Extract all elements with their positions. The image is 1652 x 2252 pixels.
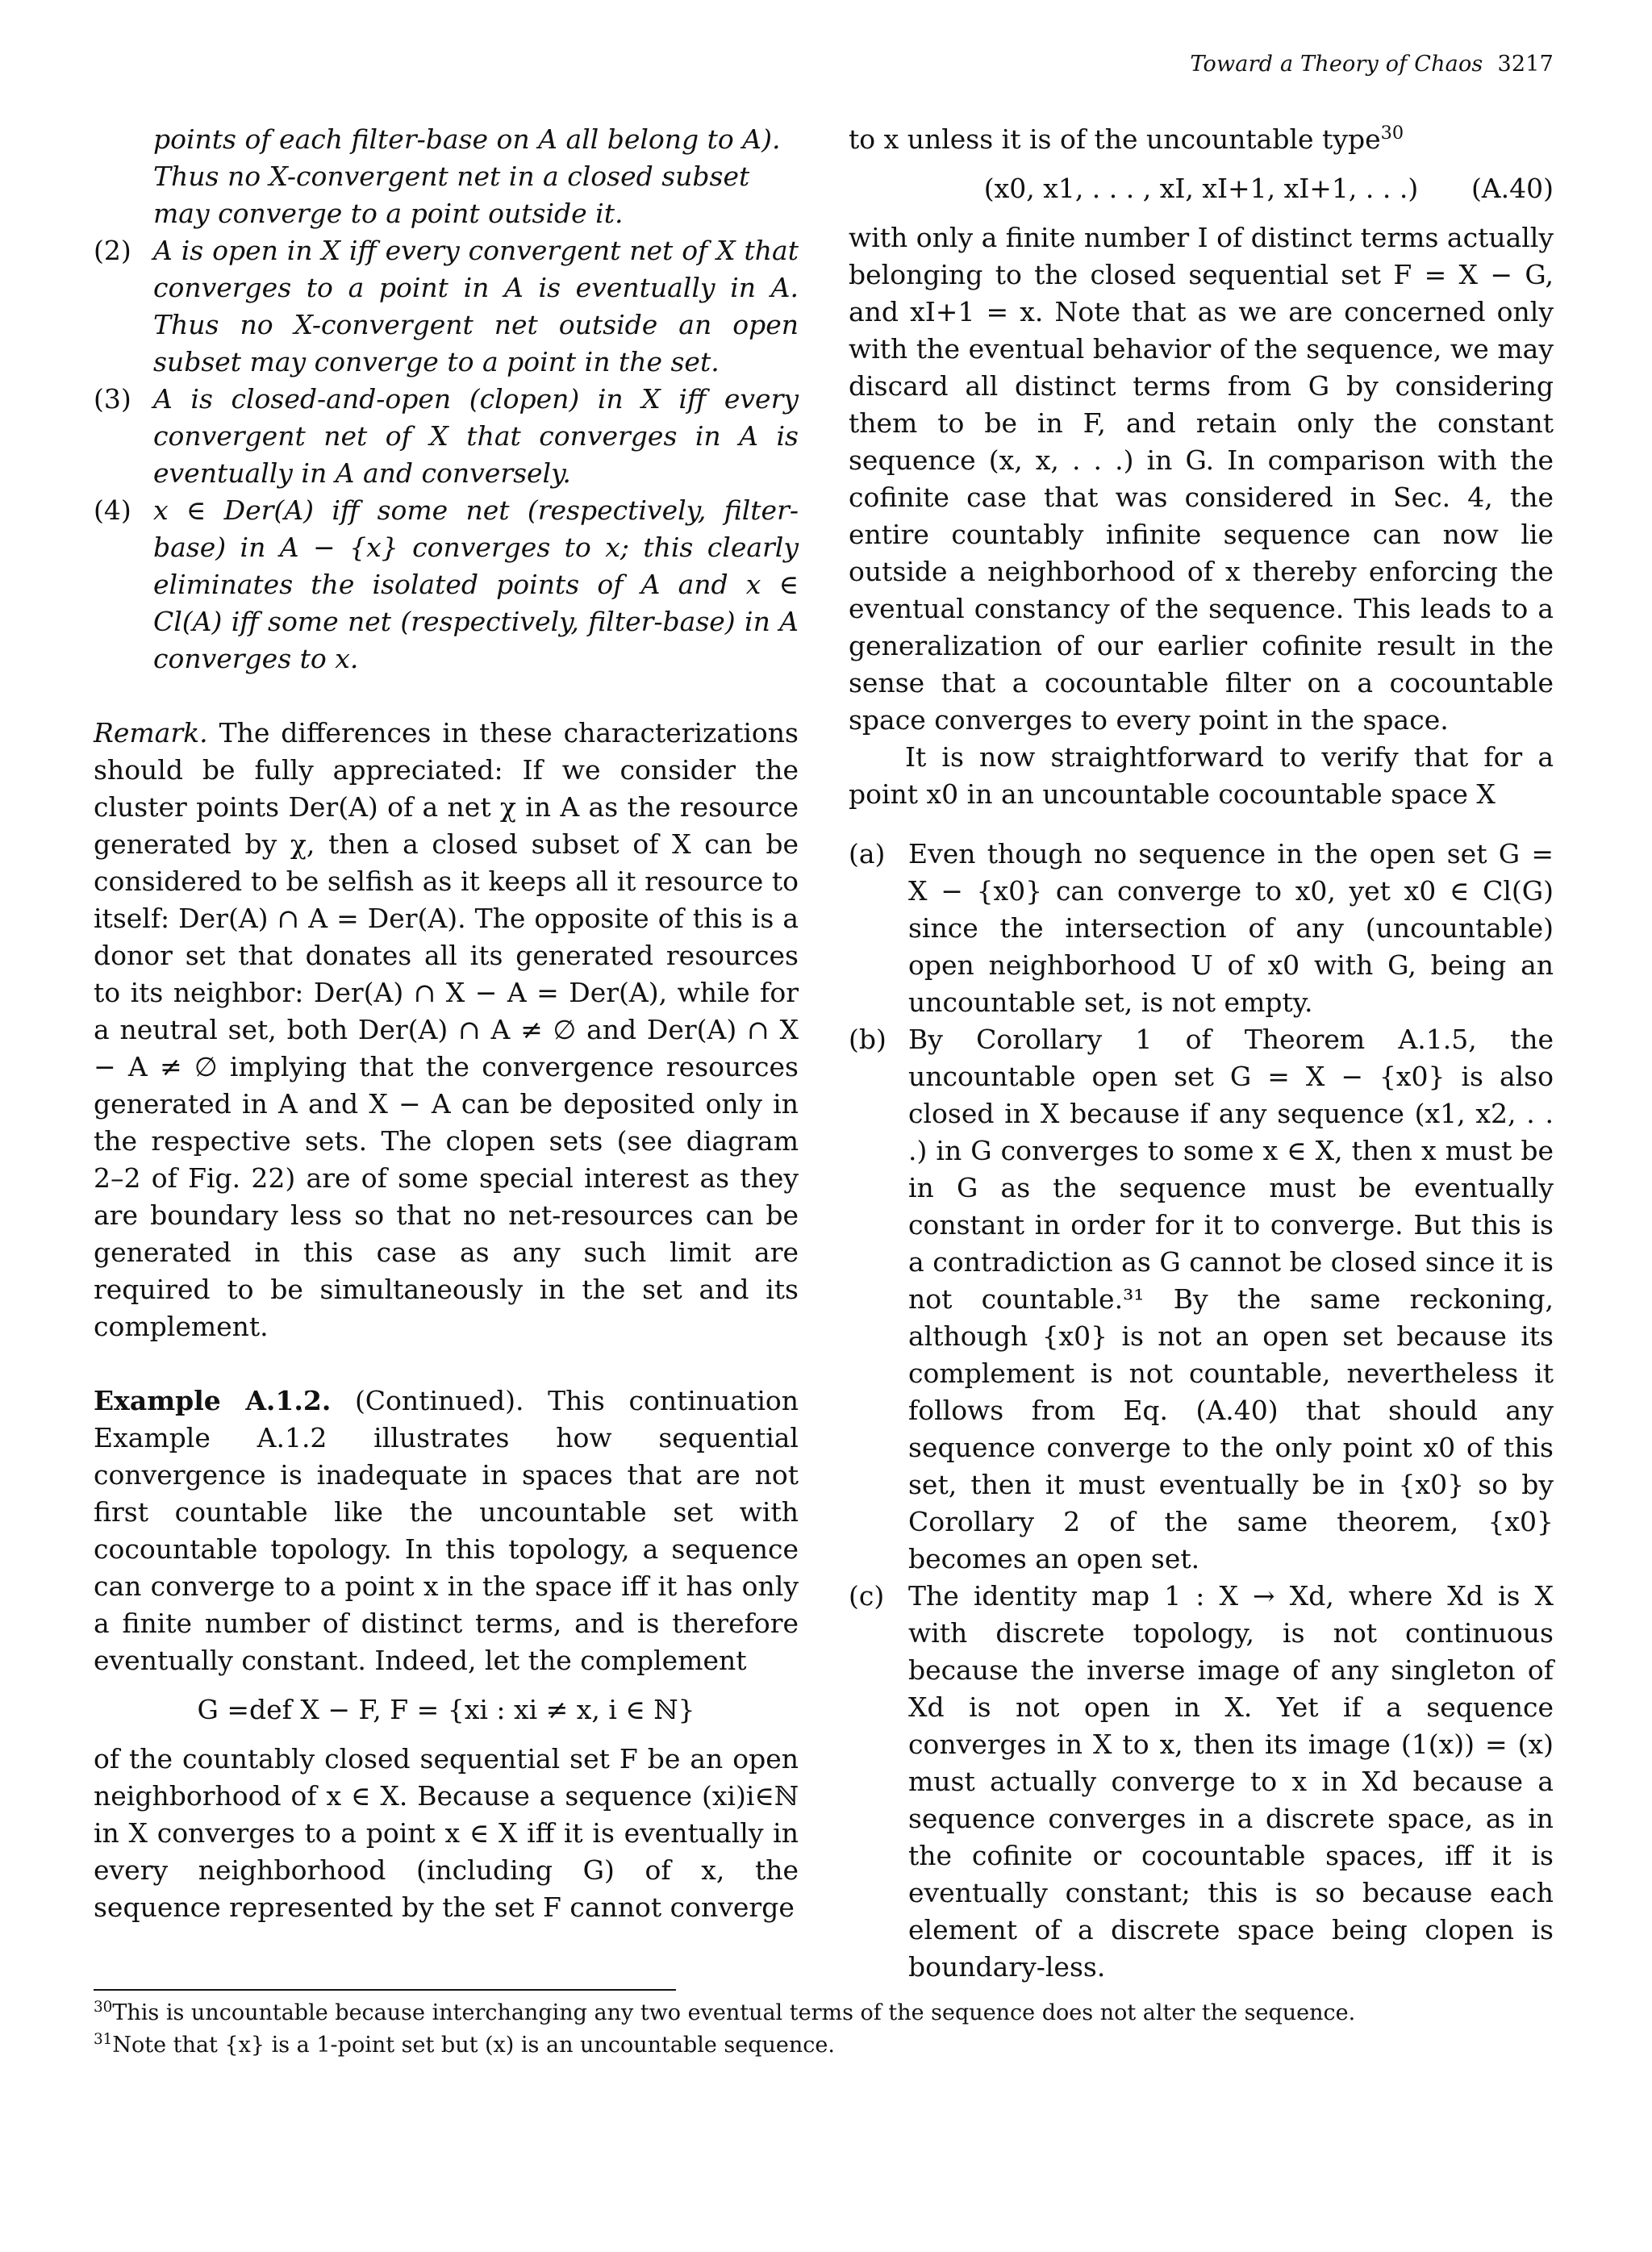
item-label: (4): [94, 494, 131, 526]
footnote-text: This is uncountable because interchanging any two eventual terms of the sequence does not alter the sequence.: [112, 2000, 1356, 2025]
page-number: 3217: [1497, 52, 1554, 77]
left-column: [94, 121, 799, 1926]
remark-text: The differences in these characterizations should be fully appreciated: If we consider the cluster points Der(A) of a net χ in A as the resource generated by χ, then a closed subset of X can be considered to be selfish as it keeps all it resource to itself: Der(A) ∩ A = Der(A). The opposite of this is a donor set that donates all its generated resources to its neighbor: Der(A) ∩ X − A = Der(A), while for a neutral set, both Der(A) ∩ A ≠ ∅ and Der(A) ∩ X − A ≠ ∅ implying that the convergence resources generated in A and X − A can be deposited only in the respective sets. The clopen sets (see diagram 2–2 of Fig. 22) are of some special interest as they are boundary less so that no net-resources can be generated in this case as any such limit are required to be simultaneously in the set and its complement.: [94, 717, 799, 1342]
list-item: [94, 492, 799, 678]
footnote-mark: 31: [94, 2031, 113, 2048]
item-text: x ∈ Der(A) iff some net (respectively, filter-base) in A − {x} converges to x; this clearly eliminates the isolated points of A and x ∈ Cl(A) iff some net (respectively, filter-base) in A converges to x.: [153, 494, 799, 674]
remark-paragraph: [94, 715, 799, 1345]
item-label: (3): [94, 383, 131, 415]
example-paragraph: [94, 1382, 799, 1679]
display-equation-complement: [94, 1684, 799, 1736]
running-title: Toward a Theory of Chaos: [1190, 52, 1483, 77]
property-list: [849, 836, 1554, 1986]
equation-number: (A.40): [1471, 173, 1554, 204]
item-label: (b): [849, 1024, 886, 1055]
item-label: (c): [849, 1580, 885, 1612]
list-item: [849, 836, 1554, 1021]
paragraph: It is now straightforward to verify that for a point x0 in an uncountable cocountable space X: [849, 741, 1554, 810]
item-text: Even though no sequence in the open set G = X − {x0} can converge to x0, yet x0 ∈ Cl(G) since the intersection of any (uncountable) open neighborhood U of x0 with G, being an uncountable set, is not empty.: [908, 838, 1554, 1018]
footnote-rule: [94, 1989, 676, 1991]
list-continuation: [94, 121, 799, 232]
item-text: By Corollary 1 of Theorem A.1.5, the uncountable open set G = X − {x0} is also closed in X because if any sequence (x1, x2, . . .) in G converges to some x ∈ X, then x must be in G as the sequence must be eventually constant in order for it to converge. But this is a contradiction as G cannot be closed since it is not countable.³¹ By the same reckoning, although {x0} is not an open set because its complement is not countable, nevertheless it follows from Eq. (A.40) that should any sequence converge to the only point x0 of this set, then it must eventually be in {x0} so by Corollary 2 of the same theorem, {x0} becomes an open set.: [908, 1024, 1554, 1574]
item-label: (a): [849, 838, 886, 870]
running-head: [1190, 52, 1554, 77]
paragraph: of the countably closed sequential set F be an open neighborhood of x ∈ X. Because a sequence (xi)i∈ℕ in X converges to a point x ∈ X iff it is eventually in every neighborhood (including G) of x, the sequence represented by the set F cannot converge: [94, 1743, 799, 1923]
example-text: (Continued). This continuation Example A.1.2 illustrates how sequential convergence is inadequate in spaces that are not first countable like the uncountable set with cocountable topology. In this topology, a sequence can converge to a point x in the space iff it has only a finite number of distinct terms, and is therefore eventually constant. Indeed, let the complement: [94, 1385, 799, 1676]
footnote: [94, 1997, 1554, 2029]
item-text: A is closed-and-open (clopen) in X iff every convergent net of X that converges in A is eventually in A and conversely.: [153, 383, 799, 489]
list-cont-line: points of each filter-base on A all belong to A).: [153, 123, 781, 155]
item-text: The identity map 1 : X → Xd, where Xd is X with discrete topology, is not continuous because the inverse image of any singleton of Xd is not open in X. Yet if a sequence converges in X to x, then its image (1(x)) = (x) must actually converge to x in Xd because a sequence converges in a discrete space, as in the cofinite or cocountable spaces, iff it is eventually constant; this is so because each element of a discrete space being clopen is boundary-less.: [908, 1580, 1554, 1983]
remark-label: Remark.: [94, 717, 208, 749]
footnote-marker: 30: [1380, 123, 1404, 144]
list-item: [94, 232, 799, 381]
list-cont-line: Thus no X-convergent net in a closed subset: [153, 161, 750, 192]
paragraph: [849, 121, 1554, 158]
equation: G =def X − F, F = {xi : xi ≠ x, i ∈ ℕ}: [197, 1694, 695, 1725]
list-item: [94, 381, 799, 492]
paragraph-text: to x unless it is of the uncountable type: [849, 123, 1381, 155]
example-label: Example A.1.2.: [94, 1385, 332, 1416]
theorem-list: [94, 232, 799, 678]
footnote: [94, 2029, 1554, 2062]
equation: (x0, x1, . . . , xI, xI+1, xI+1, . . .): [983, 173, 1419, 204]
right-column: [849, 121, 1554, 1986]
list-item: [849, 1021, 1554, 1578]
item-label: (2): [94, 235, 131, 266]
footnote-text: Note that {x} is a 1-point set but (x) is an uncountable sequence.: [112, 2033, 835, 2058]
display-equation-a40: [849, 163, 1554, 215]
footnote-mark: 30: [94, 1999, 113, 2016]
list-cont-line: may converge to a point outside it.: [153, 198, 624, 229]
item-text: A is open in X iff every convergent net of X that converges to a point in A is eventually in A. Thus no X-convergent net outside an open subset may converge to a point in the set.: [153, 235, 799, 377]
paragraph: with only a finite number I of distinct terms actually belonging to the closed sequential set F = X − G, and xI+1 = x. Note that as we are concerned only with the eventual behavior of the sequence, we may discard all distinct terms from G by considering them to be in F, and retain only the constant sequence (x, x, . . .) in G. In comparison with the cofinite case that was considered in Sec. 4, the entire countably infinite sequence can now lie outside a neighborhood of x thereby enforcing the eventual constancy of the sequence. This leads to a generalization of our earlier cofinite result in the sense that a cocountable filter on a cocountable space converges to every point in the space.: [849, 222, 1554, 736]
list-item: [849, 1578, 1554, 1986]
footnotes: [94, 1997, 1554, 2062]
